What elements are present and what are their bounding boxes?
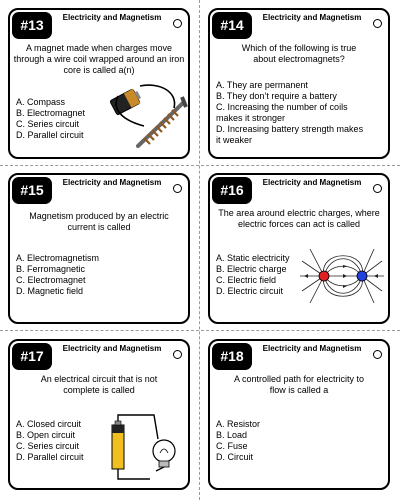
option-d: D. Parallel circuit [16, 130, 84, 140]
option-a: A. Electromagnetism [16, 253, 100, 263]
card-number: #17 [12, 343, 52, 370]
option-a: A. Compass [16, 97, 66, 107]
task-card-15 [8, 173, 190, 324]
option-b: B. Load [216, 430, 248, 440]
option-c: C. Increasing the number of coils makes it stronger [216, 102, 348, 123]
task-card-17 [8, 339, 190, 490]
question-text: The area around electric charges, where electric forces can act is called [218, 208, 380, 229]
question-text: A controlled path for electricity to flow is called a [233, 374, 365, 395]
question-text: A magnet made when charges move through a wire coil wrapped around an iron core is called a(n) [13, 43, 185, 75]
option-b: B. Electromagnet [16, 108, 86, 118]
card-number: #16 [212, 177, 252, 204]
card-header: Electricity and Magnetism [262, 344, 362, 353]
card-number: #13 [12, 12, 52, 39]
card-header: Electricity and Magnetism [62, 344, 162, 353]
task-card-18 [208, 339, 390, 490]
punch-hole-icon [373, 19, 382, 28]
answer-options [216, 80, 366, 146]
question-text: Which of the following is true about electromagnets? [241, 43, 357, 64]
card-header: Electricity and Magnetism [62, 13, 162, 22]
card-header: Electricity and Magnetism [62, 178, 162, 187]
coiled-nail-battery-icon [108, 82, 188, 154]
option-d: D. Parallel circuit [16, 452, 84, 462]
vertical-cut-line [199, 0, 200, 500]
option-b: B. Open circuit [16, 430, 76, 440]
answer-options [216, 253, 302, 297]
option-d: D. Electric circuit [216, 286, 284, 296]
punch-hole-icon [173, 184, 182, 193]
option-c: C. Series circuit [16, 119, 80, 129]
card-number: #15 [12, 177, 52, 204]
horizontal-cut-line [0, 165, 400, 166]
option-a: A. Closed circuit [16, 419, 82, 429]
task-card-14 [208, 8, 390, 159]
punch-hole-icon [373, 350, 382, 359]
option-d: D. Magnetic field [16, 286, 84, 296]
task-card-13 [8, 8, 190, 159]
option-a: A. Resistor [216, 419, 261, 429]
option-a: A. Static electricity [216, 253, 290, 263]
question-text: An electrical circuit that is not complete is called [40, 374, 158, 395]
option-c: C. Fuse [216, 441, 248, 451]
option-c: C. Electric field [216, 275, 277, 285]
option-c: C. Electromagnet [16, 275, 86, 285]
option-b: B. They don’t require a battery [216, 91, 337, 101]
horizontal-cut-line [0, 330, 400, 331]
answer-options [16, 253, 156, 297]
question-text: Magnetism produced by an electric current is called [29, 211, 169, 232]
answer-options [216, 419, 336, 463]
task-card-16 [208, 173, 390, 324]
card-number: #14 [212, 12, 252, 39]
option-d: D. Increasing battery strength makes it weaker [216, 124, 364, 145]
card-header: Electricity and Magnetism [262, 178, 362, 187]
option-c: C. Series circuit [16, 441, 80, 451]
punch-hole-icon [173, 19, 182, 28]
punch-hole-icon [173, 350, 182, 359]
punch-hole-icon [373, 184, 382, 193]
answer-options [16, 419, 108, 463]
answer-options [16, 97, 112, 141]
card-number: #18 [212, 343, 252, 370]
option-a: A. They are permanent [216, 80, 308, 90]
open-circuit-bulb-icon [108, 411, 184, 487]
option-b: B. Ferromagnetic [16, 264, 86, 274]
electric-field-lines-icon [298, 245, 386, 307]
option-b: B. Electric charge [216, 264, 287, 274]
option-d: D. Circuit [216, 452, 254, 462]
card-header: Electricity and Magnetism [262, 13, 362, 22]
